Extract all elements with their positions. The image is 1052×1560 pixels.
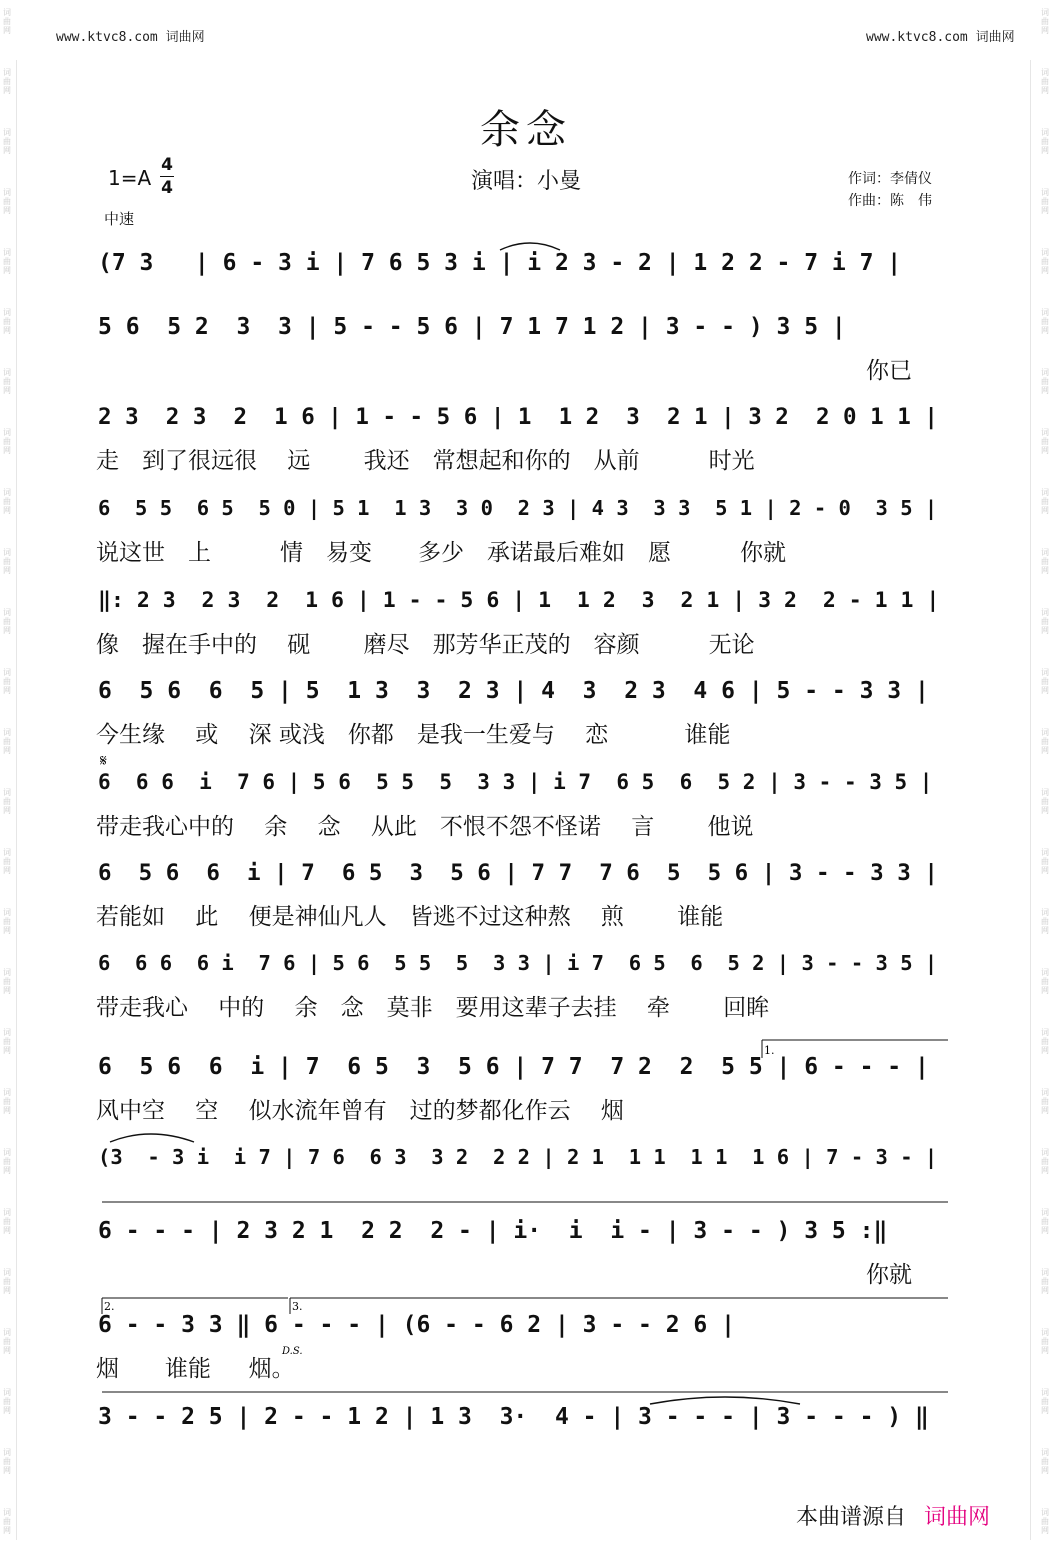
composer-credit: 作曲：陈 伟 — [848, 193, 932, 209]
watermark-text: 词 曲 网 — [3, 1268, 11, 1295]
watermark-text: 词 曲 网 — [3, 188, 11, 215]
watermark-text: 词 曲 网 — [3, 1028, 11, 1055]
watermark-text: 词 曲 网 — [3, 848, 11, 875]
tie-arc — [650, 1397, 800, 1404]
score-row-lyrics: 你已 — [866, 358, 912, 384]
watermark-text: 词 曲 网 — [3, 1328, 11, 1355]
site-header-right: www.ktvc8.com 词曲网 — [866, 30, 1015, 45]
watermark-text: 词 曲 网 — [3, 128, 11, 155]
watermark-text: 词 曲 网 — [3, 1448, 11, 1475]
score-row-notes: 3 - - 2 5 | 2 - - 1 2 | 1 3 3· 4 - | 3 - - - | 3 - - - ) ‖ — [98, 1404, 929, 1430]
segno-mark: 𝄋 — [100, 751, 107, 770]
watermark-text: 词 曲 网 — [3, 668, 11, 695]
song-title: 余念 — [480, 107, 572, 153]
watermark-text: 词 曲 网 — [1041, 908, 1049, 935]
watermark-text: 词 曲 网 — [3, 1508, 11, 1535]
volta2-label: 2. — [104, 1300, 115, 1313]
watermark-text: 词 曲 网 — [1041, 668, 1049, 695]
watermark-text: 词 曲 网 — [1041, 1388, 1049, 1415]
score-row-lyrics: 像 握在手中的 砚 磨尽 那芳华正茂的 容颜 无论 — [96, 632, 755, 658]
watermark-text: 词 曲 网 — [1041, 1208, 1049, 1235]
watermark-text: 词 曲 网 — [3, 728, 11, 755]
watermark-text: 词 曲 网 — [1041, 488, 1049, 515]
watermark-text: 词 曲 网 — [1041, 548, 1049, 575]
left-watermark-strip — [0, 0, 14, 1560]
site-header-left: www.ktvc8.com 词曲网 — [56, 30, 205, 45]
score-row-lyrics: 带走我心 中的 余 念 莫非 要用这辈子去挂 牵 回眸 — [96, 995, 770, 1021]
score-row-notes: 2 3 2 3 2 1 6 | 1 - - 5 6 | 1 1 2 3 2 1 | 3 2 2 0 1 1 | — [98, 404, 938, 430]
watermark-text: 词 曲 网 — [1041, 1268, 1049, 1295]
volta1-label: 1. — [764, 1044, 775, 1057]
watermark-text: 词 曲 网 — [1041, 1028, 1049, 1055]
watermark-text: 词 曲 网 — [1041, 1508, 1049, 1535]
watermark-text: 词 曲 网 — [1041, 8, 1049, 35]
tie-arc — [110, 1134, 194, 1142]
score-row-lyrics: 今生缘 或 深 或浅 你都 是我一生爱与 恋 谁能 — [96, 722, 731, 748]
time-signature-bottom: 4 — [161, 178, 173, 198]
tempo-marking: 中速 — [104, 210, 135, 228]
score-row-lyrics: 风中空 空 似水流年曾有 过的梦都化作云 烟 — [96, 1098, 624, 1124]
watermark-text: 词 曲 网 — [1041, 68, 1049, 95]
watermark-text: 词 曲 网 — [1041, 788, 1049, 815]
time-signature-top: 4 — [161, 155, 173, 175]
watermark-text: 词 曲 网 — [3, 8, 11, 35]
watermark-text: 词 曲 网 — [3, 908, 11, 935]
watermark-text: 词 曲 网 — [1041, 1148, 1049, 1175]
score-row-notes: 6 5 6 6 5 | 5 1 3 3 2 3 | 4 3 2 3 4 6 | 5 - - 3 3 | — [98, 678, 929, 704]
score-row-lyrics: 若能如 此 便是神仙凡人 皆逃不过这种熬 煎 谁能 — [96, 904, 724, 930]
watermark-text: 词 曲 网 — [3, 968, 11, 995]
score-row-notes: 6 - - - | 2 3 2 1 2 2 2 - | i· i i - | 3 - - ) 3 5 :‖ — [98, 1218, 888, 1244]
watermark-text: 词 曲 网 — [3, 308, 11, 335]
left-margin-line — [16, 60, 17, 1540]
volta3-label: 3. — [292, 1300, 303, 1313]
watermark-text: 词 曲 网 — [1041, 308, 1049, 335]
score-row-notes: 6 6 6 i 7 6 | 5 6 5 5 5 3 3 | i 7 6 5 6 5 2 | 3 - - 3 5 | — [98, 770, 933, 794]
score-row-notes: ‖: 2 3 2 3 2 1 6 | 1 - - 5 6 | 1 1 2 3 2 1 | 3 2 2 - 1 1 | — [98, 588, 940, 613]
score-row-lyrics: 走 到了很远很 远 我还 常想起和你的 从前 时光 — [96, 448, 755, 474]
watermark-text: 词 曲 网 — [3, 1088, 11, 1115]
watermark-text: 词 曲 网 — [3, 368, 11, 395]
watermark-text: 词 曲 网 — [1041, 248, 1049, 275]
watermark-text: 词 曲 网 — [3, 1208, 11, 1235]
watermark-text: 词 曲 网 — [3, 248, 11, 275]
watermark-text: 词 曲 网 — [3, 428, 11, 455]
score-row-lyrics: 你就 — [866, 1262, 912, 1288]
score-row-notes: 6 5 6 6 i | 7 6 5 3 5 6 | 7 7 7 6 5 5 6 | 3 - - 3 3 | — [98, 860, 938, 886]
watermark-text: 词 曲 网 — [1041, 188, 1049, 215]
footer-brand-link[interactable]: 词曲网 — [924, 1505, 991, 1530]
watermark-text: 词 曲 网 — [3, 1388, 11, 1415]
singer-credit: 演唱：小曼 — [470, 169, 581, 194]
watermark-text: 词 曲 网 — [1041, 1448, 1049, 1475]
watermark-text: 词 曲 网 — [3, 68, 11, 95]
score-row-notes: 6 5 5 6 5 5 0 | 5 1 1 3 3 0 2 3 | 4 3 3 3 5 1 | 2 - 0 3 5 | — [98, 496, 938, 520]
score-row-notes: (7 3 | 6 - 3 i | 7 6 5 3 i | i 2 3 - 2 | 1 2 2 - 7 i 7 | — [98, 250, 902, 276]
watermark-text: 词 曲 网 — [1041, 1088, 1049, 1115]
score-row-notes: 6 6 6 6 i 7 6 | 5 6 5 5 5 3 3 | i 7 6 5 6 5 2 | 3 - - 3 5 | — [98, 951, 938, 975]
watermark-text: 词 曲 网 — [1041, 968, 1049, 995]
watermark-text: 词 曲 网 — [1041, 428, 1049, 455]
footer-source-text: 本曲谱源自 — [796, 1505, 907, 1530]
score-row-notes: 6 - - 3 3 ‖ 6 - - - | (6 - - 6 2 | 3 - - 2 6 | — [98, 1312, 735, 1338]
ds-mark: D.S. — [282, 1346, 303, 1357]
watermark-text: 词 曲 网 — [3, 608, 11, 635]
watermark-text: 词 曲 网 — [3, 788, 11, 815]
watermark-text: 词 曲 网 — [3, 1148, 11, 1175]
key-signature: 1=A — [108, 166, 152, 190]
lyricist-credit: 作词：李倩仪 — [848, 171, 932, 187]
footer-source — [796, 1500, 990, 1531]
watermark-text: 词 曲 网 — [1041, 1328, 1049, 1355]
watermark-text: 词 曲 网 — [1041, 848, 1049, 875]
score-row-notes: (3 - 3 i i 7 | 7 6 6 3 3 2 2 2 | 2 1 1 1 1 1 1 6 | 7 - 3 - | — [98, 1145, 938, 1169]
watermark-text: 词 曲 网 — [3, 488, 11, 515]
score-row-notes: 5 6 5 2 3 3 | 5 - - 5 6 | 7 1 7 1 2 | 3 - - ) 3 5 | — [98, 314, 846, 340]
watermark-text: 词 曲 网 — [1041, 608, 1049, 635]
score-row-lyrics: 说这世 上 情 易变 多少 承诺最后难如 愿 你就 — [96, 540, 786, 566]
watermark-text: 词 曲 网 — [1041, 128, 1049, 155]
score-row-lyrics: 烟 谁能 烟。 — [96, 1356, 295, 1382]
watermark-text: 词 曲 网 — [1041, 368, 1049, 395]
watermark-text: 词 曲 网 — [1041, 728, 1049, 755]
score-row-notes: 6 5 6 6 i | 7 6 5 3 5 6 | 7 7 7 2 2 5 5 | 6 - - - | — [98, 1054, 929, 1080]
tie-arc — [500, 243, 560, 250]
right-watermark-strip — [1038, 0, 1052, 1560]
watermark-text: 词 曲 网 — [3, 548, 11, 575]
score-row-lyrics: 带走我心中的 余 念 从此 不恨不怨不怪诺 言 他说 — [96, 814, 754, 840]
right-margin-line — [1030, 60, 1031, 1540]
